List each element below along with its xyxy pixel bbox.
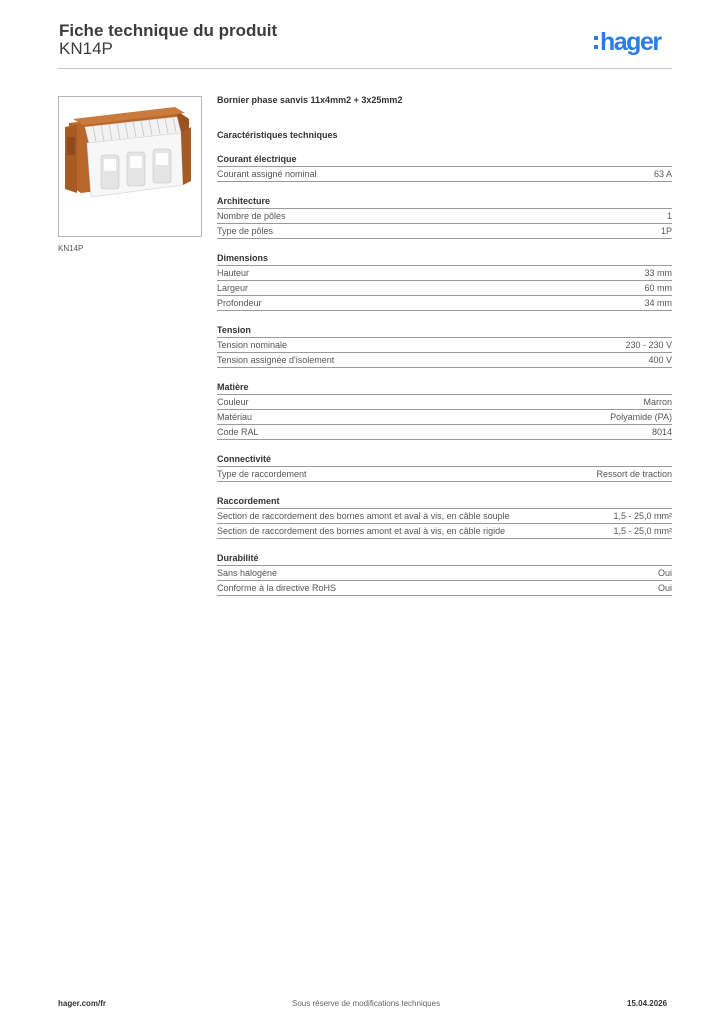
page-title: Fiche technique du produit xyxy=(59,21,278,40)
row-value: 1 xyxy=(666,211,672,221)
image-caption: KN14P xyxy=(58,244,84,253)
spec-row xyxy=(217,410,672,425)
section-title: Connectivité xyxy=(217,453,672,467)
row-value: 33 mm xyxy=(644,268,672,278)
spec-row xyxy=(217,167,672,182)
row-value: 1P xyxy=(660,226,672,236)
spec-row xyxy=(217,524,672,539)
row-label: Tension nominale xyxy=(217,340,288,350)
spec-row xyxy=(217,467,672,482)
row-label: Tension assignée d'isolement xyxy=(217,355,335,365)
footer-website-link[interactable]: hager.com/fr xyxy=(58,999,107,1008)
spec-row xyxy=(217,209,672,224)
logo-dots-icon xyxy=(594,36,598,49)
row-value: 60 mm xyxy=(644,283,672,293)
row-value: 400 V xyxy=(648,355,672,365)
row-value: Polyamide (PA) xyxy=(610,412,672,422)
spec-row xyxy=(217,338,672,353)
row-value: 230 - 230 V xyxy=(625,340,672,350)
product-reference: KN14P xyxy=(59,39,113,58)
footer-notice: Sous réserve de modifications techniques xyxy=(292,999,441,1008)
row-label: Hauteur xyxy=(217,268,250,278)
section-connectivite xyxy=(217,453,672,482)
spec-row xyxy=(217,353,672,368)
spec-row xyxy=(217,509,672,524)
product-image xyxy=(58,96,202,237)
spec-row xyxy=(217,581,672,596)
spec-panel xyxy=(217,92,672,596)
spec-row xyxy=(217,566,672,581)
row-value: 1,5 - 25,0 mm² xyxy=(613,511,672,521)
section-courant-electrique xyxy=(217,153,672,182)
spec-row xyxy=(217,266,672,281)
section-title: Durabilité xyxy=(217,552,672,566)
spec-heading: Caractéristiques techniques xyxy=(217,130,338,140)
section-durabilite xyxy=(217,552,672,596)
section-matiere xyxy=(217,381,672,440)
terminal-block-illustration xyxy=(59,97,201,236)
section-raccordement xyxy=(217,495,672,539)
section-title: Dimensions xyxy=(217,252,672,266)
spec-row xyxy=(217,296,672,311)
spec-row xyxy=(217,224,672,239)
row-label: Section de raccordement des bornes amont et aval à vis, en câble rigide xyxy=(217,526,506,536)
section-architecture xyxy=(217,195,672,239)
row-label: Type de pôles xyxy=(217,226,274,236)
section-title: Raccordement xyxy=(217,495,672,509)
row-label: Section de raccordement des bornes amont et aval à vis, en câble souple xyxy=(217,511,510,521)
logo-text: hager xyxy=(600,28,661,56)
hager-logo xyxy=(594,27,661,57)
spec-row xyxy=(217,425,672,440)
section-dimensions xyxy=(217,252,672,311)
section-tension xyxy=(217,324,672,368)
row-value: Oui xyxy=(657,583,672,593)
row-value: 63 A xyxy=(653,169,672,179)
row-label: Matériau xyxy=(217,412,253,422)
spec-row xyxy=(217,395,672,410)
section-title: Courant électrique xyxy=(217,153,672,167)
row-value: Marron xyxy=(643,397,672,407)
row-label: Code RAL xyxy=(217,427,259,437)
section-title: Architecture xyxy=(217,195,672,209)
product-name: Bornier phase sanvis 11x4mm2 + 3x25mm2 xyxy=(217,95,403,105)
row-label: Conforme à la directive RoHS xyxy=(217,583,337,593)
row-label: Sans halogène xyxy=(217,568,278,578)
row-label: Type de raccordement xyxy=(217,469,307,479)
section-title: Tension xyxy=(217,324,672,338)
row-label: Couleur xyxy=(217,397,249,407)
row-value: Ressort de traction xyxy=(596,469,672,479)
section-title: Matière xyxy=(217,381,672,395)
row-label: Largeur xyxy=(217,283,249,293)
row-label: Nombre de pôles xyxy=(217,211,286,221)
row-value: 1,5 - 25,0 mm² xyxy=(613,526,672,536)
footer-date: 15.04.2026 xyxy=(627,999,668,1008)
row-value: 34 mm xyxy=(644,298,672,308)
row-label: Profondeur xyxy=(217,298,262,308)
row-value: Oui xyxy=(657,568,672,578)
row-label: Courant assigné nominal xyxy=(217,169,317,179)
header-divider xyxy=(58,68,672,69)
row-value: 8014 xyxy=(651,427,672,437)
spec-row xyxy=(217,281,672,296)
